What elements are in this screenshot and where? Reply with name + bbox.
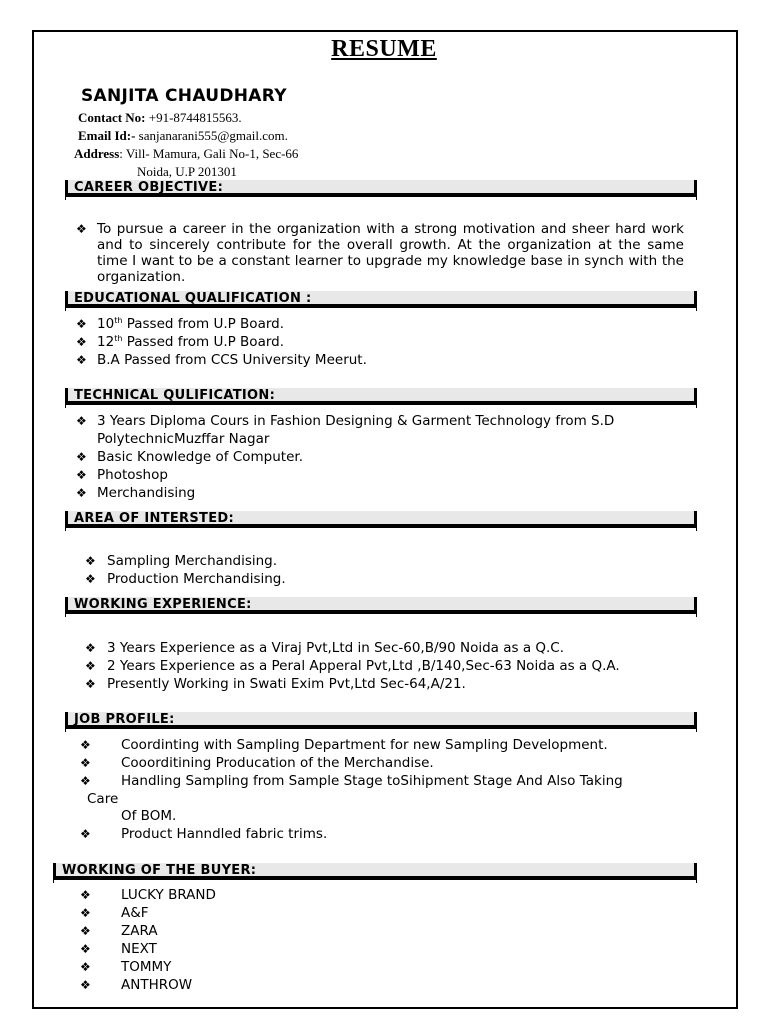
- bullet-icon: ❖: [85, 641, 96, 655]
- list-item: Presently Working in Swati Exim Pvt,Ltd Sec-64,A/21.: [107, 676, 466, 692]
- section-education: [65, 291, 697, 307]
- career-objective-text: To pursue a career in the organization with a strong motivation and sheer hard work and to sincerely contribute for the overall growth. At the organization at the same time I want to be a constant learner to upgrade my knowledge base in synch with the organization.: [97, 221, 684, 285]
- section-technical: [65, 388, 697, 404]
- list-item: Handling Sampling from Sample Stage toSihipment Stage And Also Taking: [121, 773, 623, 789]
- list-item-continuation: Care: [87, 791, 119, 807]
- section-interest: [65, 511, 697, 527]
- contact-phone-line: [78, 110, 242, 126]
- list-item: LUCKY BRAND: [121, 887, 216, 903]
- contact-address-line2: Noida, U.P 201301: [137, 164, 237, 179]
- address-value: : Vill- Mamura, Gali No-1, Sec-66: [119, 146, 299, 161]
- section-heading: EDUCATIONAL QUALIFICATION :: [74, 291, 312, 306]
- list-item: ZARA: [121, 923, 158, 939]
- section-buyers: [53, 863, 697, 879]
- list-item: 10th Passed from U.P Board.: [97, 316, 285, 332]
- resume-title: RESUME: [331, 36, 437, 62]
- section-heading: AREA OF INTERSTED:: [74, 511, 234, 526]
- list-item: NEXT: [121, 941, 157, 957]
- list-item: Photoshop: [97, 467, 168, 483]
- bullet-icon: ❖: [76, 468, 87, 482]
- phone-label: Contact No:: [78, 110, 146, 125]
- list-item: A&F: [121, 905, 149, 921]
- bullet-icon: ❖: [80, 942, 91, 956]
- email-label: Email Id:-: [78, 128, 136, 143]
- list-item: 2 Years Experience as a Peral Apperal Pvt,Ltd ,B/140,Sec-63 Noida as a Q.A.: [107, 658, 620, 674]
- contact-email-line: [78, 128, 288, 144]
- list-item: B.A Passed from CCS University Meerut.: [97, 352, 367, 368]
- section-career-objective: [65, 180, 697, 196]
- bullet-icon: ❖: [85, 554, 96, 568]
- bullet-icon: ❖: [76, 353, 87, 367]
- list-item: Coordinting with Sampling Department for new Sampling Development.: [121, 737, 608, 753]
- bullet-icon: ❖: [80, 906, 91, 920]
- section-experience: [65, 597, 697, 613]
- section-heading: CAREER OBJECTIVE:: [74, 180, 224, 195]
- list-item: Product Hanndled fabric trims.: [121, 826, 328, 842]
- list-item: TOMMY: [121, 959, 172, 975]
- candidate-name: SANJITA CHAUDHARY: [81, 86, 287, 106]
- phone-value: +91-8744815563.: [145, 110, 242, 125]
- email-value: sanjanarani555@gmail.com.: [135, 128, 288, 143]
- contact-address-line: [74, 146, 298, 162]
- list-item-continuation: Of BOM.: [121, 808, 177, 824]
- bullet-icon: ❖: [80, 924, 91, 938]
- section-job-profile: [65, 712, 697, 728]
- list-item: 12th Passed from U.P Board.: [97, 334, 285, 350]
- bullet-icon: ❖: [80, 756, 91, 770]
- bullet-icon: ❖: [80, 738, 91, 752]
- address-label: Address: [74, 146, 120, 161]
- list-item: Merchandising: [97, 485, 196, 501]
- list-item: 3 Years Experience as a Viraj Pvt,Ltd in Sec-60,B/90 Noida as a Q.C.: [107, 640, 565, 656]
- bullet-icon: ❖: [76, 486, 87, 500]
- section-heading: JOB PROFILE:: [74, 712, 175, 727]
- bullet-icon: ❖: [85, 677, 96, 691]
- bullet-icon: ❖: [76, 414, 87, 428]
- list-item: Cooorditining Producation of the Merchandise.: [121, 755, 434, 771]
- list-item: 3 Years Diploma Cours in Fashion Designing & Garment Technology from S.D: [97, 413, 615, 429]
- bullet-icon: ❖: [80, 774, 91, 788]
- section-heading: WORKING OF THE BUYER:: [62, 863, 257, 878]
- bullet-icon: ❖: [76, 317, 87, 331]
- bullet-icon: ❖: [76, 450, 87, 464]
- section-heading: TECHNICAL QULIFICATION:: [74, 388, 276, 403]
- list-item: ANTHROW: [121, 977, 193, 993]
- bullet-icon: ❖: [85, 572, 96, 586]
- list-item: Basic Knowledge of Computer.: [97, 449, 304, 465]
- list-item: Production Merchandising.: [107, 571, 286, 587]
- section-heading: WORKING EXPERIENCE:: [74, 597, 252, 612]
- bullet-icon: ❖: [80, 960, 91, 974]
- bullet-icon: ❖: [80, 827, 91, 841]
- bullet-icon: ❖: [85, 659, 96, 673]
- list-item: Sampling Merchandising.: [107, 553, 278, 569]
- bullet-icon: ❖: [76, 335, 87, 349]
- bullet-icon: ❖: [76, 222, 87, 236]
- bullet-icon: ❖: [80, 888, 91, 902]
- bullet-icon: ❖: [80, 978, 91, 992]
- list-item-continuation: PolytechnicMuzffar Nagar: [97, 431, 270, 447]
